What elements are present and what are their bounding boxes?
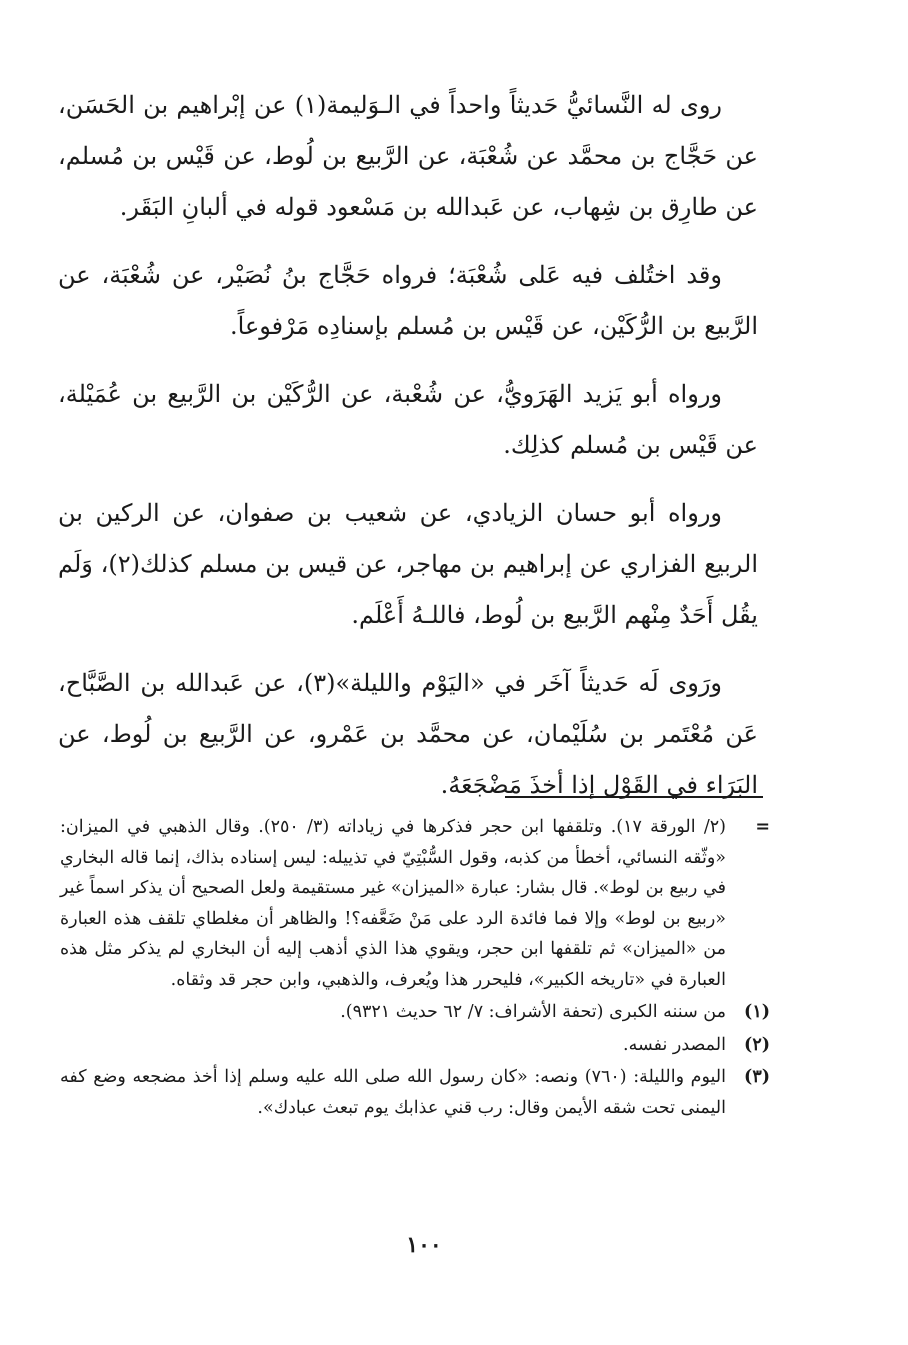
paragraph: وقد اختُلف فيه عَلى شُعْبَة؛ فرواه حَجَّاج بنُ نُصَيْر، عن شُعْبَة، عن الرَّبيع بن الرُّكَيْن، عن قَيْس بن مُسلم بإسنادِه مَرْفوعاً. [58, 261, 758, 340]
paragraph: ورواه أبو يَزيد الهَرَويُّ، عن شُعْبة، عن الرُّكَيْن بن الرَّبيع بن عُمَيْلة، عن قَيْس بن مُسلم كذلِك. [58, 380, 758, 459]
footnote-marker: (١) [744, 1002, 770, 1022]
footnote-text: من سننه الكبرى (تحفة الأشراف: ٧/ ٦٢ حديث ٩٣٢١). [340, 1002, 726, 1022]
footnote-text: اليوم والليلة: (٧٦٠) ونصه: «كان رسول الله صلى الله عليه وسلم إذا أخذ مضجعه وضع كفه اليمنى تحت شقه الأيمن وقال: رب قني عذابك يوم تبعث عبادك». [60, 1067, 726, 1118]
footnote-marker: (٢) [744, 1034, 770, 1055]
page-number: ١٠٠ [406, 1232, 442, 1258]
footnote-2 [60, 1030, 770, 1061]
footnote-separator [505, 796, 763, 798]
footnotes-section [60, 812, 770, 1125]
paragraph: ورواه أبو حسان الزيادي، عن شعيب بن صفوان، عن الركين بن الربيع الفزاري عن إبراهيم بن مهاجر، عن قيس بن مسلم كذلك(٢)، وَلَم يقُل أَحَدٌ مِنْهم الرَّبيع بن لُوط، فاللـهُ أَعْلَم. [58, 499, 759, 629]
main-text-body [58, 80, 758, 828]
footnote-marker: = [755, 817, 770, 837]
footnote-continued [60, 812, 770, 995]
footnote-3 [60, 1062, 770, 1123]
footnote-text: المصدر نفسه. [623, 1034, 726, 1055]
footnote-text: (٢/ الورقة ١٧). وتلقفها ابن حجر فذكرها في زياداته (٣/ ٢٥٠). وقال الذهبي في الميزان: «وثّقه النسائي، أخطأ من كذبه، وقول السُّبْتِيّ في تذييله: ليس إسناده بذاك، إنما قاله البخاري في ربيع بن لوط». قال بشار: عبارة «الميزان» غير مستقيمة ولعل الصحيح أن يذكر اسماً غير «ربيع بن لوط» وإلا فما فائدة الرد على مَنْ ضَعَّفه؟! والظاهر أن مغلطاي تلقف هذه العبارة من «الميزان» ثم تلقفها ابن حجر، ويقوي هذا الذي أذهب إليه أن البخاري لم يذكر مثل هذه العبارة في «تاريخه الكبير»، فليحرر هذا ويُعرف، والذهبي، وابن حجر قد وثقاه. [60, 817, 726, 990]
footnote-marker: (٣) [744, 1067, 770, 1087]
paragraph: روى له النَّسائيُّ حَديثاً واحداً في الـوَليمة(١) عن إبْراهيم بن الحَسَن، عن حَجَّاج بن محمَّد عن شُعْبَة، عن الرَّبيع بن لُوط، عن قَيْس بن مُسلم، عن طارِق بن شِهاب، عن عَبدالله بن مَسْعود قوله في ألبانِ البَقَر. [58, 91, 758, 221]
footnote-1 [60, 997, 770, 1028]
paragraph: ورَوى لَه حَديثاً آخَر في «اليَوْم والليلة»(٣)، عن عَبدالله بن الصَّبَّاح، عَن مُعْتَمر بن سُلَيْمان، عن محمَّد بن عَمْرو، عن الرَّبيع بن لُوط، عن البَرَاء في القَوْل إذا أخذَ مَضْجَعَهُ. [58, 669, 758, 799]
